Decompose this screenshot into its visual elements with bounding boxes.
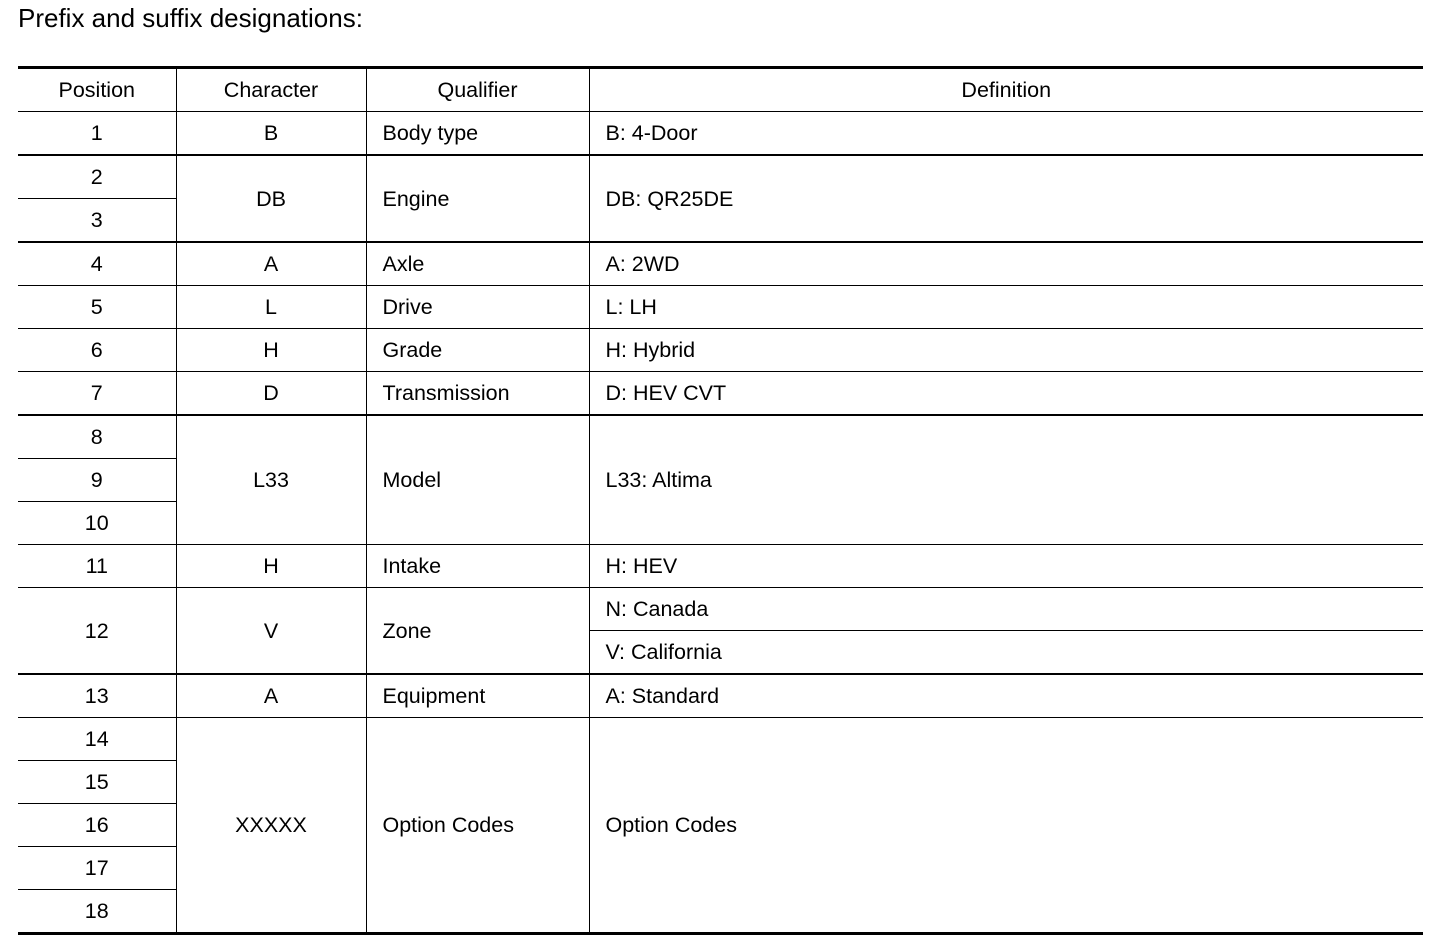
table-row [18, 545, 1423, 588]
header-row [18, 68, 1423, 112]
position-cell: 10 [18, 502, 176, 545]
qualifier-cell: Engine [366, 155, 589, 242]
table-row [18, 329, 1423, 372]
position-cell: 3 [18, 199, 176, 243]
table-row [18, 242, 1423, 286]
definition-cell: N: Canada [589, 588, 1423, 631]
designations-table [18, 66, 1423, 935]
position-cell: 4 [18, 242, 176, 286]
definition-cell: H: HEV [589, 545, 1423, 588]
qualifier-cell: Drive [366, 286, 589, 329]
position-cell: 15 [18, 761, 176, 804]
table-row [18, 112, 1423, 156]
qualifier-cell: Zone [366, 588, 589, 675]
definition-cell: H: Hybrid [589, 329, 1423, 372]
definition-cell: V: California [589, 631, 1423, 675]
qualifier-cell: Equipment [366, 674, 589, 718]
qualifier-cell: Body type [366, 112, 589, 156]
character-cell: L [176, 286, 366, 329]
table-row [18, 674, 1423, 718]
position-cell: 12 [18, 588, 176, 675]
character-cell: V [176, 588, 366, 675]
qualifier-cell: Option Codes [366, 718, 589, 934]
table-row [18, 155, 1423, 199]
definition-cell: L: LH [589, 286, 1423, 329]
qualifier-cell: Axle [366, 242, 589, 286]
definition-cell: B: 4-Door [589, 112, 1423, 156]
position-cell: 17 [18, 847, 176, 890]
column-header-position: Position [18, 68, 176, 112]
table-row [18, 588, 1423, 631]
character-cell: XXXXX [176, 718, 366, 934]
definition-cell: A: 2WD [589, 242, 1423, 286]
table-row [18, 372, 1423, 416]
column-header-character: Character [176, 68, 366, 112]
position-cell: 14 [18, 718, 176, 761]
qualifier-cell: Transmission [366, 372, 589, 416]
definition-cell: Option Codes [589, 718, 1423, 934]
character-cell: H [176, 545, 366, 588]
position-cell: 11 [18, 545, 176, 588]
position-cell: 8 [18, 415, 176, 459]
page-title: Prefix and suffix designations: [18, 3, 363, 33]
character-cell: A [176, 674, 366, 718]
position-cell: 2 [18, 155, 176, 199]
position-cell: 6 [18, 329, 176, 372]
character-cell: DB [176, 155, 366, 242]
position-cell: 16 [18, 804, 176, 847]
character-cell: L33 [176, 415, 366, 545]
qualifier-cell: Intake [366, 545, 589, 588]
character-cell: A [176, 242, 366, 286]
table-row [18, 415, 1423, 459]
position-cell: 13 [18, 674, 176, 718]
table-row [18, 286, 1423, 329]
column-header-definition: Definition [589, 68, 1423, 112]
character-cell: D [176, 372, 366, 416]
position-cell: 9 [18, 459, 176, 502]
position-cell: 18 [18, 890, 176, 934]
qualifier-cell: Grade [366, 329, 589, 372]
character-cell: H [176, 329, 366, 372]
table-row [18, 718, 1423, 761]
position-cell: 1 [18, 112, 176, 156]
definition-cell: L33: Altima [589, 415, 1423, 545]
definition-cell: DB: QR25DE [589, 155, 1423, 242]
definition-cell: A: Standard [589, 674, 1423, 718]
column-header-qualifier: Qualifier [366, 68, 589, 112]
character-cell: B [176, 112, 366, 156]
position-cell: 5 [18, 286, 176, 329]
definition-cell: D: HEV CVT [589, 372, 1423, 416]
qualifier-cell: Model [366, 415, 589, 545]
position-cell: 7 [18, 372, 176, 416]
